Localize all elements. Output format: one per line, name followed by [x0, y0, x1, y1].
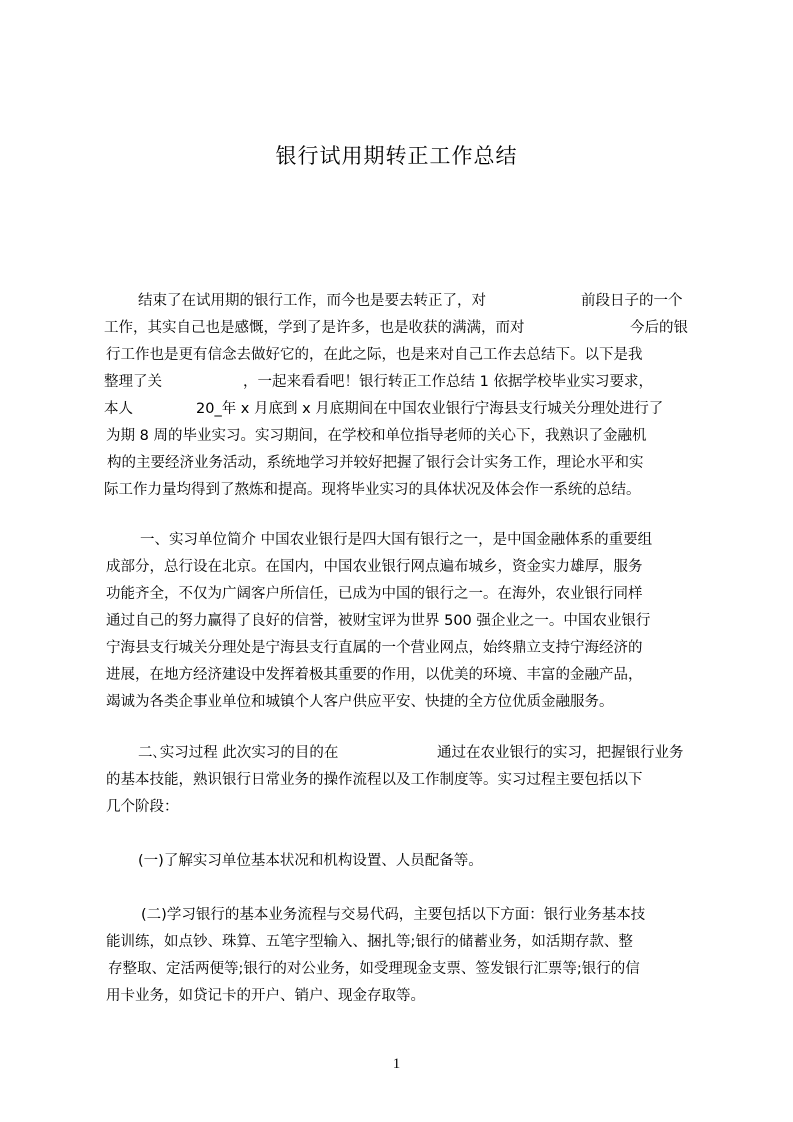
text-line: 结束了在试用期的银行工作，而今也是要去转正了，对	[138, 293, 486, 309]
text-line: 通过在农业银行的实习，把握银行业务	[437, 745, 684, 761]
text-line: 20_年 x 月底到 x 月底期间在中国农业银行宁海县支行城关分理处进行了	[196, 401, 664, 417]
document-title: 银行试用期转正工作总结	[275, 144, 518, 168]
text-line: 为期 8 周的毕业实习。实习期间，在学校和单位指导老师的关心下，我熟识了金融机	[106, 428, 647, 444]
text-line: 行工作也是更有信念去做好它的，在此之际，也是来对自己工作去总结下。以下是我	[106, 347, 643, 363]
text-line: 本人	[104, 401, 133, 417]
text-line: 整理了关	[104, 374, 162, 390]
text-line: 宁海县支行城关分理处是宁海县支行直属的一个营业网点，始终鼎立支持宁海经济的	[106, 640, 643, 656]
text-line: 今后的银	[630, 320, 688, 336]
text-line: 竭诚为各类企事业单位和城镇个人客户供应平安、快捷的全方位优质金融服务。	[106, 694, 614, 710]
text-line: 构的主要经济业务活动，系统地学习并较好把握了银行会计实务工作，理论水平和实	[107, 455, 644, 471]
text-line: 一、实习单位简介 中国农业银行是四大国有银行之一，是中国金融体系的重要组	[140, 532, 653, 548]
text-line: 的基本技能，熟识银行日常业务的操作流程以及工作制度等。实习过程主要包括以下	[106, 772, 643, 788]
text-line: (二)学习银行的基本业务流程与交易代码，主要包括以下方面：银行业务基本技	[141, 907, 646, 923]
text-line: 功能齐全，不仅为广阔客户所信任，已成为中国的银行之一。在海外，农业银行同样	[106, 586, 643, 602]
text-line: 前段日子的一个	[581, 293, 683, 309]
text-line: 用卡业务，如贷记卡的开户、销户、现金存取等。	[106, 988, 425, 1004]
text-line: 能训练，如点钞、珠算、五笔字型输入、捆扎等;银行的储蓄业务，如活期存款、整	[106, 934, 633, 950]
text-line: 二､实习过程 此次实习的目的在	[138, 745, 339, 761]
text-line: 工作，其实自己也是感慨，学到了是许多，也是收获的满满，而对	[104, 320, 525, 336]
text-line: ，一起来看看吧！银行转正工作总结 1 依据学校毕业实习要求，	[243, 374, 653, 390]
text-line: (一)了解实习单位基本状况和机构设置、人员配备等。	[138, 853, 483, 869]
text-line: 存整取、定活两便等;银行的对公业务，如受理现金支票、签发银行汇票等;银行的信	[108, 961, 640, 977]
page-number: 1	[392, 1056, 401, 1072]
text-line: 通过自己的努力赢得了良好的信誉，被财宝评为世界 500 强企业之一。中国农业银行	[106, 613, 651, 629]
text-line: 际工作力量均得到了熬炼和提高。现将毕业实习的具体状况及体会作一系统的总结。	[104, 482, 641, 498]
text-line: 成部分，总行设在北京。在国内，中国农业银行网点遍布城乡，资金实力雄厚，服务	[106, 559, 643, 575]
text-line: 几个阶段：	[106, 799, 179, 815]
text-line: 进展，在地方经济建设中发挥着极其重要的作用，以优美的环境、丰富的金融产品，	[106, 667, 643, 683]
